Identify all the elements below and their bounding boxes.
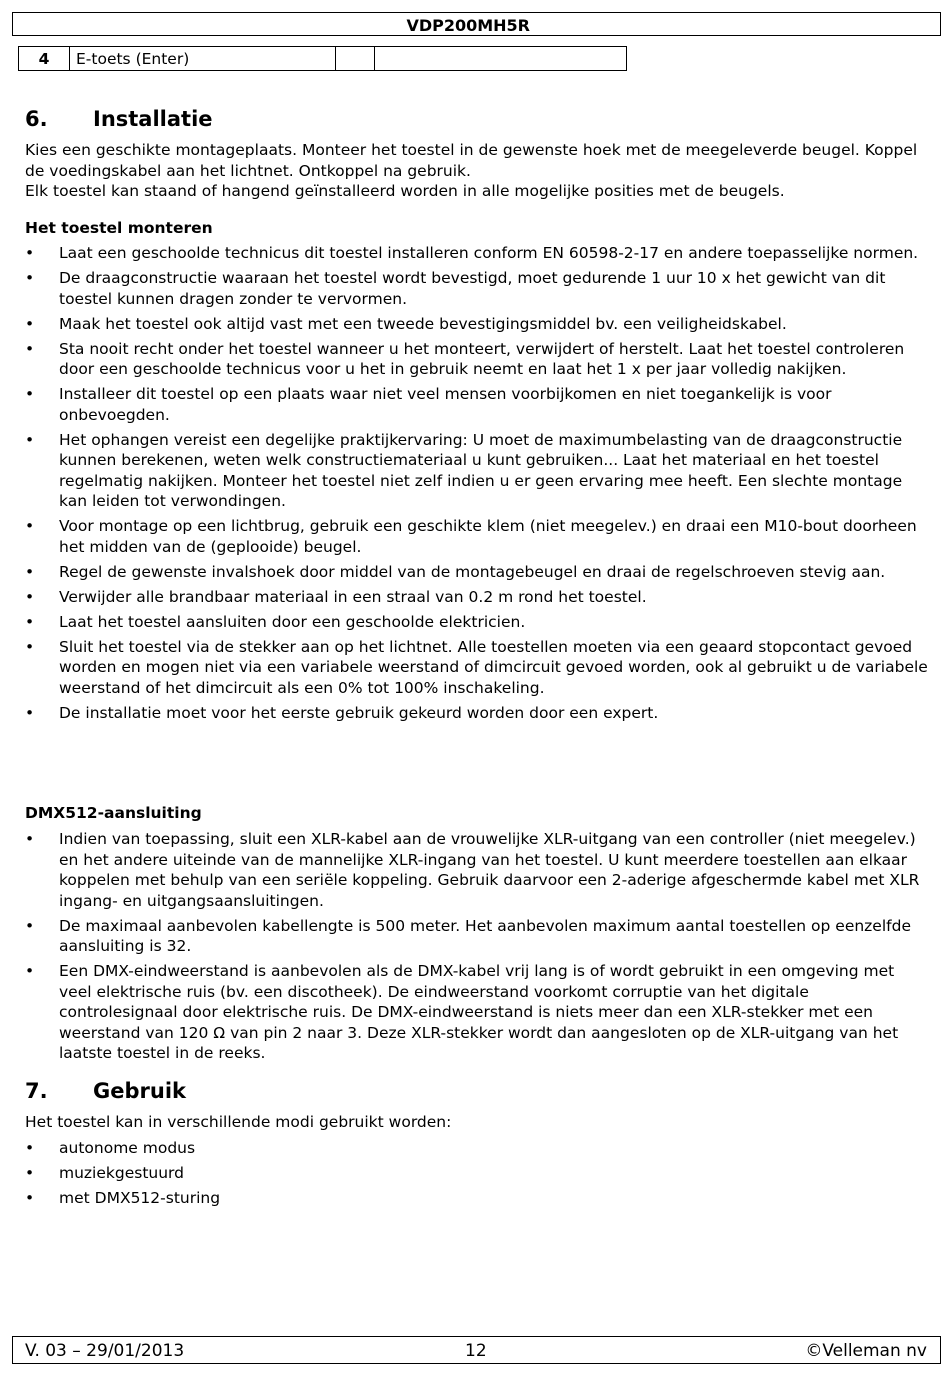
bullet-icon: •	[25, 587, 35, 606]
page-number: 12	[465, 1341, 487, 1361]
list-item-text: autonome modus	[59, 1139, 196, 1157]
list-item	[25, 339, 930, 380]
version-date: V. 03 – 29/01/2013	[25, 1341, 185, 1361]
bullet-icon: •	[25, 703, 35, 722]
list-item-text: met DMX512-sturing	[59, 1189, 221, 1207]
list-item	[25, 268, 930, 309]
bullet-icon: •	[25, 916, 35, 935]
bullet-icon: •	[25, 517, 35, 535]
list-item-text: Sta nooit recht onder het toestel wanneer u het monteert, verwijdert of herstelt. Laat het toestel controleren door een geschoolde technicus voor u het in gebruik neemt en laat het 1 x per jaar volledig nakijken.	[59, 339, 905, 378]
list-item	[25, 587, 930, 608]
section-title: Gebruik	[93, 1079, 186, 1103]
bullet-icon: •	[25, 1189, 35, 1207]
bullet-icon: •	[25, 269, 35, 287]
mount-list	[25, 243, 930, 728]
bullet-icon: •	[25, 430, 35, 449]
bullet-icon: •	[25, 1164, 35, 1182]
empty-cell	[375, 47, 627, 71]
paragraph: Elk toestel kan staand of hangend geïnstalleerd worden in alle mogelijke posities met de beugels.	[25, 182, 785, 200]
document-code: VDP200MH5R	[406, 16, 530, 35]
spec-table	[18, 46, 627, 71]
row-number: 4	[19, 47, 70, 71]
list-item	[25, 384, 930, 425]
section-title: Installatie	[93, 107, 213, 131]
paragraph: Het toestel kan in verschillende modi gebruikt worden:	[25, 1113, 452, 1131]
list-item	[25, 1188, 930, 1209]
bullet-icon: •	[25, 830, 35, 848]
page-footer	[12, 1336, 941, 1364]
table-row	[19, 47, 627, 71]
list-item	[25, 1138, 930, 1159]
section-6-intro	[25, 140, 930, 202]
list-item	[25, 703, 930, 724]
copyright: ©Velleman nv	[805, 1341, 927, 1361]
bullet-icon: •	[25, 612, 35, 631]
bullet-icon: •	[25, 244, 35, 262]
list-item-text: De maximaal aanbevolen kabellengte is 500 meter. Het aanbevolen maximum aantal toestellen op eenzelfde aansluiting is 32.	[59, 916, 911, 955]
list-item-text: Een DMX-eindweerstand is aanbevolen als de DMX-kabel vrij lang is of wordt gebruikt in een omgeving met veel elektrische ruis (bv. een discotheek). De eindweerstand voorkomt corruptie van het digitale controlesignaal door elektrische ruis. De DMX-eindweerstand is niets meer dan een XLR-stekker met een weerstand van 120 Ω van pin 2 naar 3. Deze XLR-stekker wordt dan aangesloten op de XLR-uitgang van het laatste toestel in de reeks.	[59, 962, 899, 1062]
list-item-text: Het ophangen vereist een degelijke praktijkervaring: U moet de maximumbelasting van de draagconstructie kunnen berekenen, weten welk constructiemateriaal u kunt gebruiken... Laat het materiaal en het toestel regelmatig nakijken. Monteer het toestel niet zelf indien u er geen ervaring mee heeft. Een slechte montage kan leiden tot verwondingen.	[59, 430, 903, 510]
list-item-text: muziekgestuurd	[59, 1164, 184, 1182]
list-item-text: Sluit het toestel via de stekker aan op het lichtnet. Alle toestellen moeten via een geaard stopcontact gevoed worden en mogen niet via een variabele weerstand of dimcircuit gevoed worden, ook al gebruikt u de variabele weerstand of het dimcircuit als een 0% tot 100% inschakeling.	[59, 637, 928, 697]
dmx-list	[25, 829, 930, 1068]
list-item	[25, 1163, 930, 1184]
paragraph: Kies een geschikte montageplaats. Monteer het toestel in de gewenste hoek met de meegeleverde beugel. Koppel de voedingskabel aan het lichtnet. Ontkoppel na gebruik.	[25, 141, 918, 180]
list-item	[25, 829, 930, 911]
bullet-icon: •	[25, 339, 35, 358]
bullet-icon: •	[25, 1139, 35, 1157]
list-item-text: Laat het toestel aansluiten door een geschoolde elektricien.	[59, 612, 526, 631]
list-item	[25, 916, 930, 957]
list-item	[25, 243, 930, 264]
bullet-icon: •	[25, 562, 35, 581]
list-item	[25, 516, 930, 557]
section-6-heading	[25, 107, 213, 131]
section-number: 6.	[25, 107, 48, 131]
mode-list	[25, 1138, 930, 1213]
list-item-text: Maak het toestel ook altijd vast met een tweede bevestigingsmiddel bv. een veiligheidskabel.	[59, 314, 787, 333]
list-item-text: Verwijder alle brandbaar materiaal in een straal van 0.2 m rond het toestel.	[59, 587, 647, 606]
section-number: 7.	[25, 1079, 48, 1103]
list-item	[25, 562, 930, 583]
row-label: E-toets (Enter)	[70, 47, 336, 71]
empty-cell	[336, 47, 375, 71]
page-header	[12, 12, 941, 36]
list-item-text: Indien van toepassing, sluit een XLR-kabel aan de vrouwelijke XLR-uitgang van een controller (niet meegelev.) en het andere uiteinde van de mannelijke XLR-ingang van het toestel. U kunt meerdere toestellen aan elkaar koppelen met behulp van een seriële koppeling. Gebruik daarvoor een 2-aderige afgeschermde kabel met XLR ingang- en uitgangsaansluitingen.	[59, 830, 920, 910]
bullet-icon: •	[25, 385, 35, 403]
section-7-heading	[25, 1079, 186, 1103]
list-item-text: De installatie moet voor het eerste gebruik gekeurd worden door een expert.	[59, 703, 659, 722]
list-item-text: Voor montage op een lichtbrug, gebruik een geschikte klem (niet meegelev.) en draai een M10-bout doorheen het midden van de (geplooide) beugel.	[59, 517, 917, 556]
list-item	[25, 612, 930, 633]
list-item	[25, 961, 930, 1064]
dmx-subheading: DMX512-aansluiting	[25, 804, 202, 822]
list-item	[25, 430, 930, 512]
list-item	[25, 314, 930, 335]
bullet-icon: •	[25, 637, 35, 656]
list-item-text: Laat een geschoolde technicus dit toestel installeren conform EN 60598-2-17 en andere toepasselijke normen.	[59, 244, 919, 262]
list-item-text: Regel de gewenste invalshoek door middel van de montagebeugel en draai de regelschroeven stevig aan.	[59, 562, 886, 581]
mount-subheading: Het toestel monteren	[25, 219, 213, 237]
list-item-text: Installeer dit toestel op een plaats waar niet veel mensen voorbijkomen en niet toegankelijk is voor onbevoegden.	[59, 385, 832, 424]
list-item-text: De draagconstructie waaraan het toestel wordt bevestigd, moet gedurende 1 uur 10 x het gewicht van dit toestel kunnen dragen zonder te vervormen.	[59, 269, 886, 308]
bullet-icon: •	[25, 962, 35, 980]
section-7-intro	[25, 1112, 930, 1133]
bullet-icon: •	[25, 314, 35, 333]
list-item	[25, 637, 930, 699]
